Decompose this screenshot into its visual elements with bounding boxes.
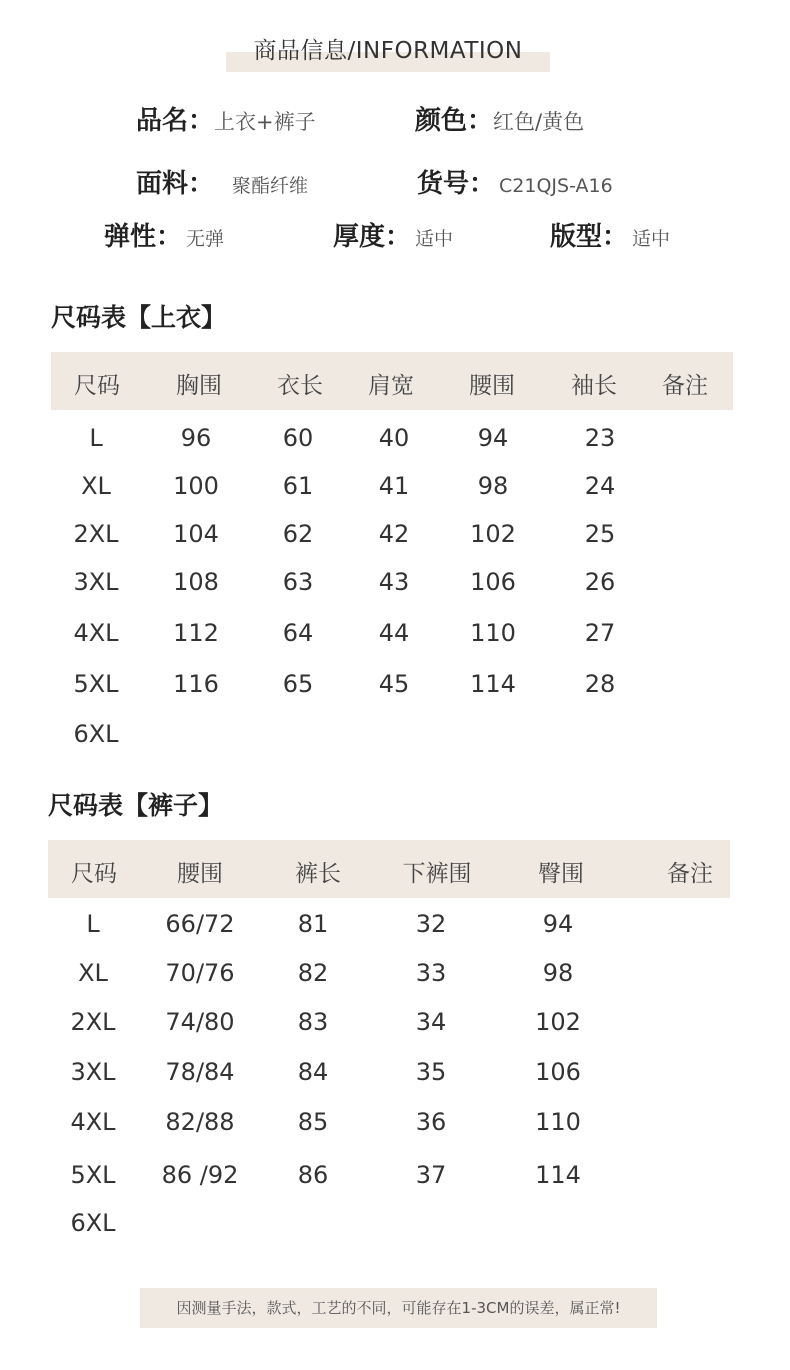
pants-table-cell: 114 [535, 1161, 581, 1189]
top-table-cell: 44 [378, 619, 410, 647]
top-header-cell: 尺码 [74, 373, 120, 399]
top-table-cell: 114 [470, 670, 516, 698]
info-color-label: 颜色： [415, 106, 494, 136]
info-elastic-value: 无弹 [186, 228, 225, 250]
info-fabric-value: 聚酯纤维 [232, 175, 309, 197]
top-header-cell: 肩宽 [368, 373, 414, 399]
pants-table-cell: 86 [297, 1161, 329, 1189]
top-table-cell: 26 [584, 568, 616, 596]
top-table-cell: 25 [584, 520, 616, 548]
pants-table-cell: 94 [542, 910, 574, 938]
top-table-cell: 62 [282, 520, 314, 548]
pants-table-cell: 6XL [70, 1209, 116, 1237]
top-header-cell: 腰围 [469, 373, 515, 399]
top-table-header [51, 352, 733, 410]
top-table-cell: XL [81, 472, 111, 500]
pants-header-cell: 裤长 [295, 861, 341, 887]
pants-table-cell: 86 /92 [161, 1161, 239, 1189]
info-name-value: 上衣+裤子 [214, 110, 316, 134]
pants-header-cell: 下裤围 [402, 861, 472, 887]
pants-header-cell: 备注 [667, 861, 713, 887]
pants-table-cell: 85 [297, 1108, 329, 1136]
info-fit-label: 版型： [550, 222, 629, 252]
top-table-cell: 42 [378, 520, 410, 548]
pants-table-cell: 82 [297, 959, 329, 987]
top-table-cell: 41 [378, 472, 410, 500]
info-fit-value: 适中 [632, 228, 671, 250]
info-fit [550, 216, 670, 253]
pants-header-cell: 臀围 [538, 861, 584, 887]
top-table-cell: 63 [282, 568, 314, 596]
pants-table-cell: XL [78, 959, 108, 987]
info-color-value: 红色/黄色 [493, 110, 585, 134]
info-thickness-label: 厚度： [333, 222, 412, 252]
top-table-cell: 94 [477, 424, 509, 452]
info-sku-value: C21QJS-A16 [499, 175, 613, 197]
top-table-cell: 102 [470, 520, 516, 548]
pants-table-title: 尺码表【裤子】 [48, 791, 224, 820]
top-table-cell: 116 [173, 670, 219, 698]
info-thickness [333, 216, 453, 253]
pants-table-cell: 82/88 [165, 1108, 235, 1136]
top-table-cell: 104 [173, 520, 219, 548]
top-table-cell: 65 [282, 670, 314, 698]
info-thickness-value: 适中 [415, 228, 454, 250]
top-table-title: 尺码表【上衣】 [51, 303, 227, 332]
measurement-note: 因测量手法，款式，工艺的不同，可能存在1-3CM的误差，属正常! [140, 1288, 657, 1328]
top-table-cell: 43 [378, 568, 410, 596]
info-elastic-label: 弹性： [104, 222, 183, 252]
top-table-cell: 96 [180, 424, 212, 452]
pants-header-cell: 尺码 [71, 861, 117, 887]
pants-table-cell: 32 [415, 910, 447, 938]
top-header-cell: 胸围 [176, 373, 222, 399]
top-table-cell: 6XL [73, 720, 119, 748]
top-header-cell: 衣长 [277, 373, 323, 399]
pants-table-cell: 83 [297, 1008, 329, 1036]
top-header-cell: 袖长 [571, 373, 617, 399]
pants-table-cell: 5XL [70, 1161, 116, 1189]
pants-table-cell: 35 [415, 1058, 447, 1086]
top-table-cell: 4XL [73, 619, 119, 647]
pants-table-cell: 2XL [70, 1008, 116, 1036]
pants-table-cell: 70/76 [165, 959, 235, 987]
info-sku-label: 货号： [417, 169, 496, 199]
pants-table-cell: 3XL [70, 1058, 116, 1086]
info-sku [417, 163, 613, 200]
pants-table-cell: 110 [535, 1108, 581, 1136]
top-table-cell: 110 [470, 619, 516, 647]
top-table-cell: 23 [584, 424, 616, 452]
pants-table-cell: 37 [415, 1161, 447, 1189]
info-name [136, 100, 316, 137]
top-table-cell: 64 [282, 619, 314, 647]
pants-table-cell: 34 [415, 1008, 447, 1036]
top-table-cell: 106 [470, 568, 516, 596]
pants-table-cell: 66/72 [165, 910, 235, 938]
top-table-cell: 112 [173, 619, 219, 647]
top-table-cell: 45 [378, 670, 410, 698]
top-table-cell: 98 [477, 472, 509, 500]
pants-table-cell: L [86, 910, 100, 938]
pants-table-header [48, 840, 730, 898]
top-table-cell: 61 [282, 472, 314, 500]
top-table-cell: 2XL [73, 520, 119, 548]
top-table-cell: 5XL [73, 670, 119, 698]
info-title: 商品信息/INFORMATION [253, 38, 523, 64]
pants-table-cell: 98 [542, 959, 574, 987]
pants-table-cell: 106 [535, 1058, 581, 1086]
top-table-cell: 27 [584, 619, 616, 647]
pants-table-cell: 33 [415, 959, 447, 987]
info-fabric [136, 163, 308, 200]
top-table-cell: 108 [173, 568, 219, 596]
info-fabric-label: 面料： [136, 169, 215, 199]
top-table-cell: 3XL [73, 568, 119, 596]
pants-table-cell: 74/80 [165, 1008, 235, 1036]
pants-table-cell: 4XL [70, 1108, 116, 1136]
top-table-cell: 60 [282, 424, 314, 452]
top-table-cell: 40 [378, 424, 410, 452]
top-table-cell: 100 [173, 472, 219, 500]
info-elastic [104, 216, 224, 253]
top-table-cell: 28 [584, 670, 616, 698]
top-table-cell: 24 [584, 472, 616, 500]
pants-table-cell: 78/84 [165, 1058, 235, 1086]
pants-table-cell: 84 [297, 1058, 329, 1086]
pants-table-cell: 36 [415, 1108, 447, 1136]
info-name-label: 品名： [136, 106, 215, 136]
top-header-cell: 备注 [662, 373, 708, 399]
top-table-cell: L [89, 424, 103, 452]
pants-header-cell: 腰围 [177, 861, 223, 887]
pants-table-cell: 81 [297, 910, 329, 938]
info-color [415, 100, 584, 137]
pants-table-cell: 102 [535, 1008, 581, 1036]
info-title-bar [226, 30, 550, 72]
